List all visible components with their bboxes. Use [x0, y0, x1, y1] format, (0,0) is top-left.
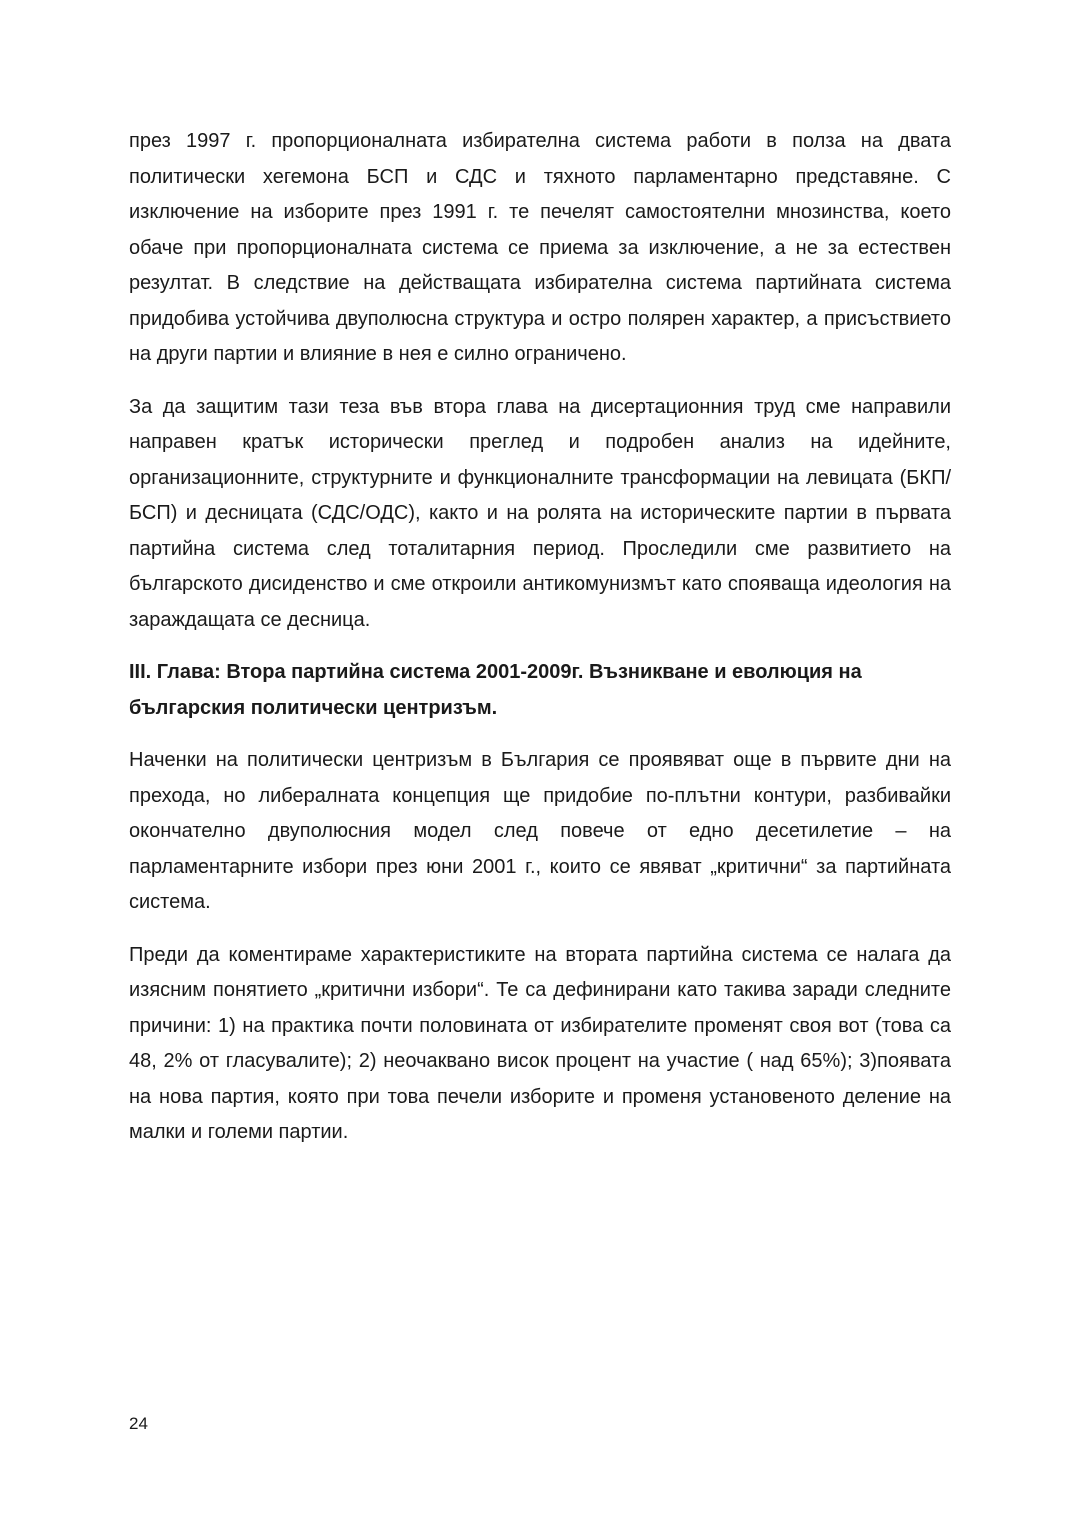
body-paragraph-1: през 1997 г. пропорционалната избирателна система работи в полза на двата политически хегемона БСП и СДС и тяхното парламентарно представяне. С изключение на изборите през 1991 г. те печелят самостоятелни мнозинства, което обаче при пропорционалната система се приема за изключение, а не за естествен резултат. В следствие на действащата избирателна система партийната система придобива устойчива двуполюсна структура и остро поляpен характер, а присъствието на други партии и влияние в нея е силно ограничено. — [129, 130, 951, 365]
chapter-heading: III. Глава: Втора партийна система 2001-2009г. Възникване и еволюция на българския политически центризъм. — [129, 661, 862, 719]
page-content — [129, 124, 951, 1168]
page-number: 24 — [129, 1414, 148, 1433]
body-paragraph-3: Наченки на политически центризъм в България се проявяват още в първите дни на прехода, но либералната концепция ще придобие по-плътни контури, разбивайки окончателно двуполюсния модел след повече от едно десетилетие – на парламентарните избори през юни 2001 г., които се явяват „критични“ за партийната система. — [129, 749, 951, 913]
body-paragraph-2: За да защитим тази теза във втора глава на дисертационния труд сме направили направен кратък исторически преглед и подробен анализ на идейните, организационните, структурните и функционалните трансформации на левицата (БКП/БСП) и десницата (СДС/ОДС), както и на ролята на историческите партии в първата партийна система след тоталитарния период. Проследили сме развитието на българското дисиденство и сме откроили антикомунизмът като спояваща идеология на зараждащата се десница. — [129, 395, 951, 631]
body-paragraph-4: Преди да коментираме характеристиките на втората партийна система се налага да изясним понятието „критични избори“. Те са дефинирани като такива заради следните причини: 1) на практика почти половината от избирателите променят своя вот (това са 48, 2% от гласувалите); 2) неочаквано висок процент на участие ( над 65%); 3)появата на нова партия, която при това печели изборите и променя установеното деление на малки и големи партии. — [129, 943, 951, 1143]
